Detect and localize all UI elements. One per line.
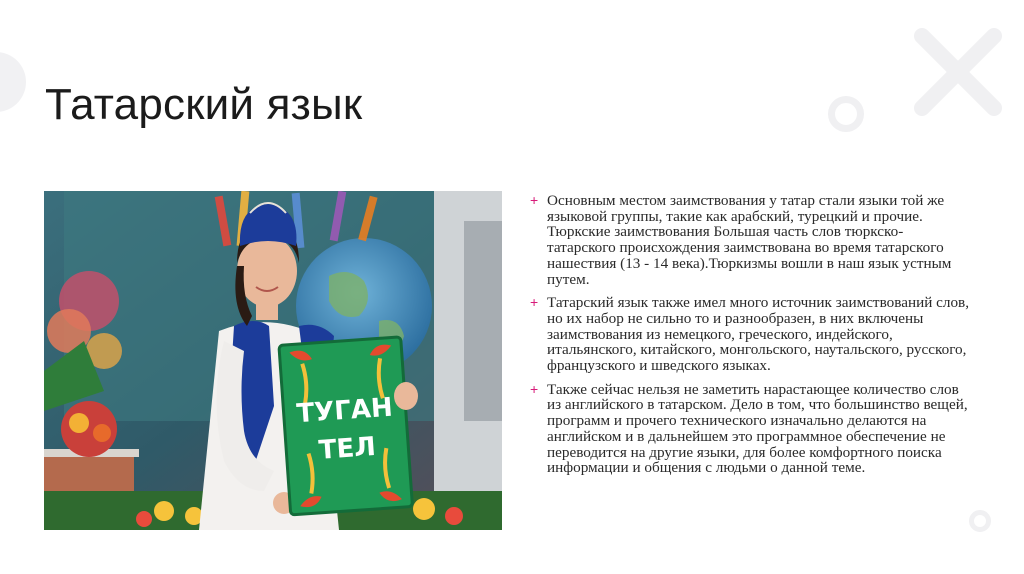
bullet-item xyxy=(530,193,970,287)
bullet-text: Основным местом заимствования у татар стали языки той же языковой группы, такие как арабский, турецкий и прочие. Тюркские заимствования Большая часть слов тюркско-татарского происхождения заимствована во время татарского нашествия (13 - 14 века).Тюркизмы вошли в наш язык устным путем. xyxy=(547,192,952,288)
decorative-cross-icon xyxy=(908,22,1008,122)
book-title-line1: ТУГАН xyxy=(295,392,394,430)
decorative-ring-bottom xyxy=(969,510,991,532)
photo-girl-with-book xyxy=(44,191,502,530)
bullet-list xyxy=(530,193,970,484)
decorative-ring-top xyxy=(828,96,864,132)
bullet-marker: + xyxy=(530,380,539,397)
bullet-text: Также сейчас нельзя не заметить нарастающее количество слов из английского в татарском. Дело в том, что большинство вещей, программ и прочего технического изначально делаются на английском и в дальнейшем это программное обеспечение не переводится на другие языки, для более комфортного поиска информации и общения с людьми о данной теме. xyxy=(547,380,968,477)
decorative-circle-left xyxy=(0,52,26,112)
book-title-line2: ТЕЛ xyxy=(317,431,377,466)
bullet-marker: + xyxy=(530,294,539,311)
bullet-text: Татарский язык также имел много источник заимствований слов, но их набор не сильно то и разнообразен, в них включены заимствования из немецкого, греческого, индейского, итальянского, китайского, монгольского, наутальского, русского, французского и шведского языках. xyxy=(547,294,970,375)
slide-title: Татарский язык xyxy=(45,80,363,129)
bullet-item xyxy=(530,295,970,374)
bullet-item xyxy=(530,382,970,476)
bullet-marker: + xyxy=(530,192,539,208)
